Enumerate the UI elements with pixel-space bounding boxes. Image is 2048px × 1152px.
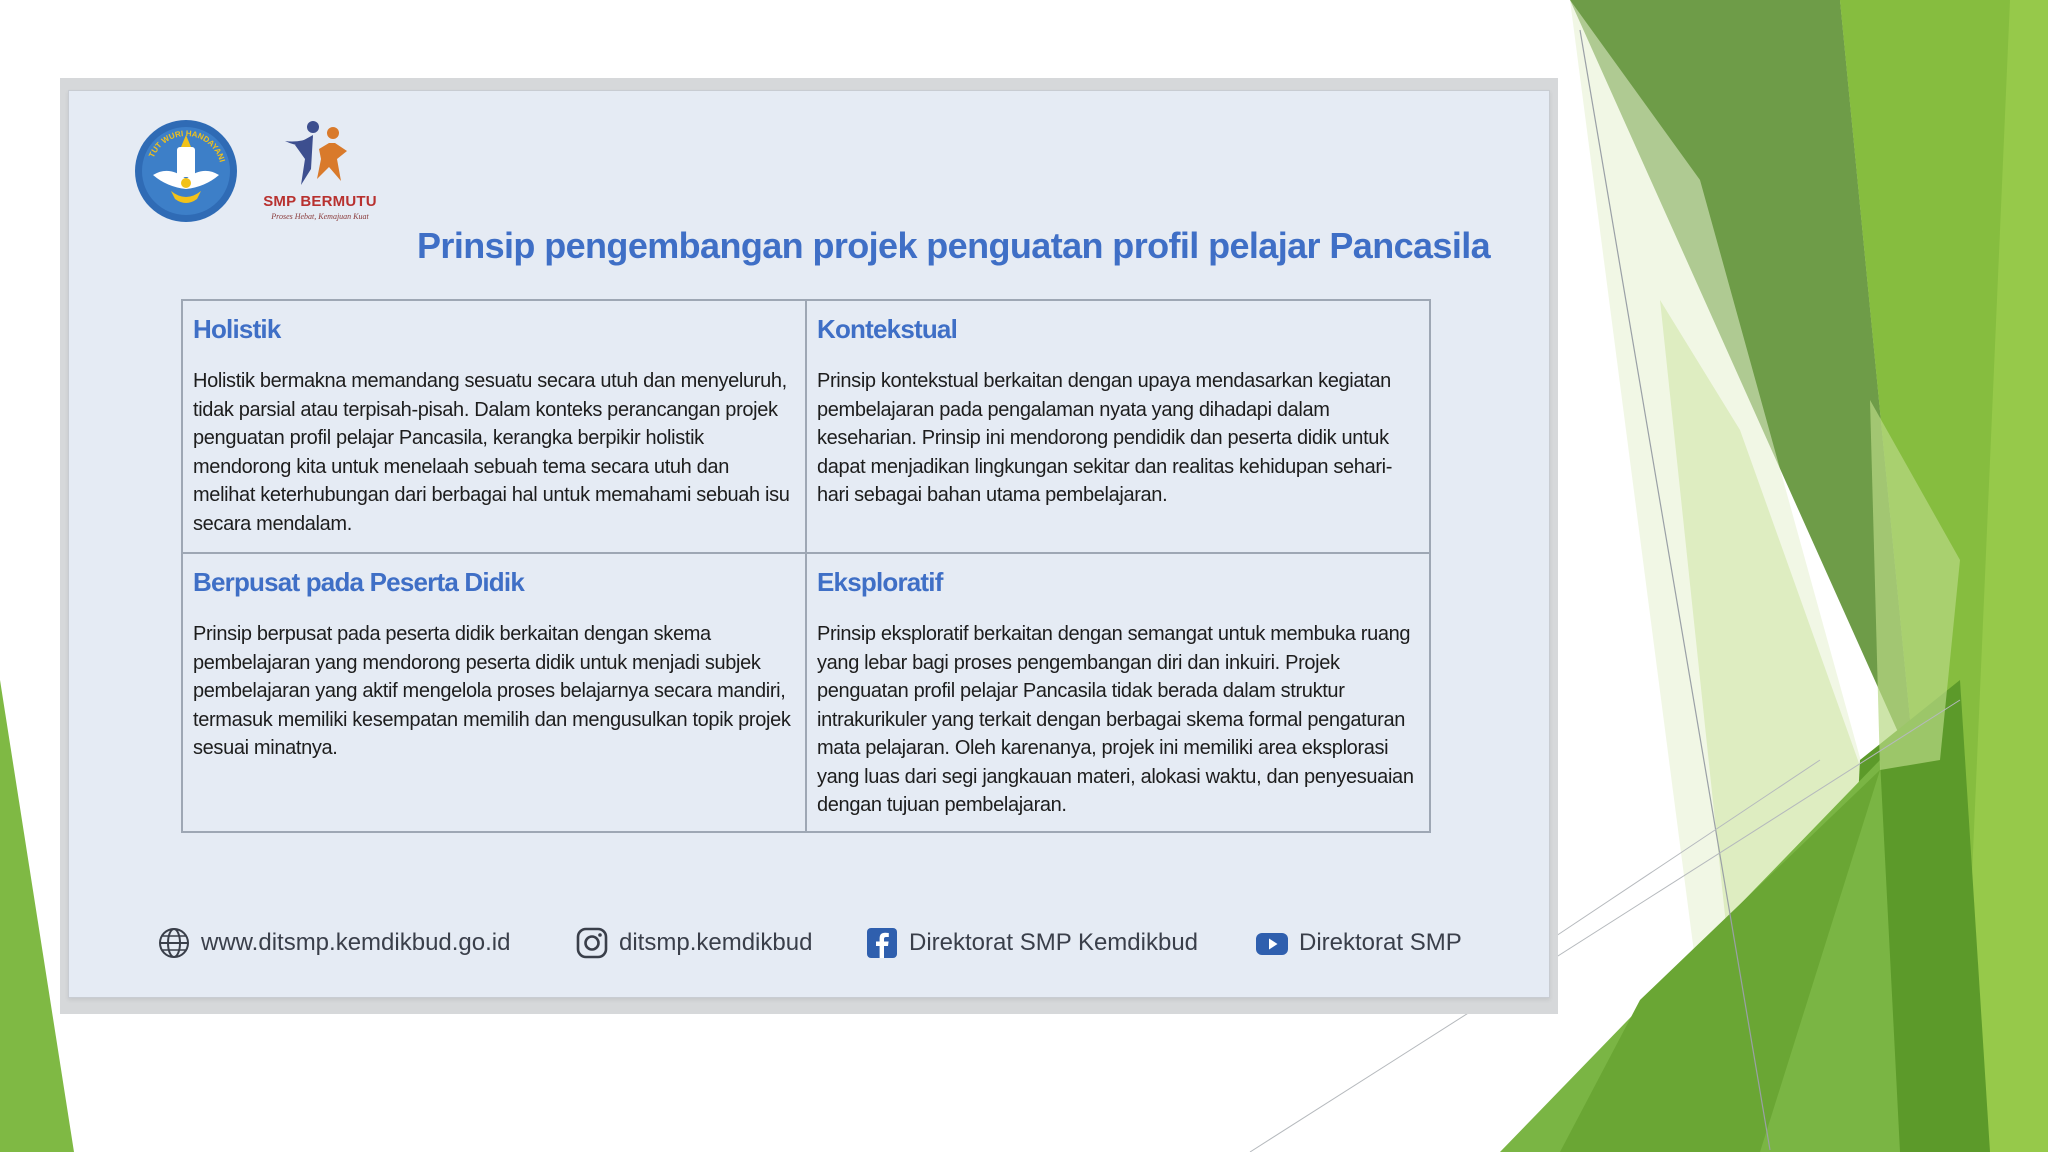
principle-cell-holistik	[183, 301, 807, 554]
facebook-icon	[865, 926, 899, 960]
principle-body: Prinsip kontekstual berkaitan dengan upaya mendasarkan kegiatan pembelajaran pada pengalaman nyata yang dihadapi dalam keseharian. Prinsip ini mendorong pendidik dan peserta didik untuk dapat menjadikan lingkungan sekitar dan realitas kehidupan sehari-hari sebagai bahan utama pembelajaran.	[817, 370, 1393, 506]
footer-facebook	[865, 921, 1198, 965]
principle-heading: Berpusat pada Peserta Didik	[193, 567, 524, 597]
footer-website	[157, 921, 510, 965]
footer-instagram	[575, 921, 812, 965]
youtube-icon	[1255, 926, 1289, 960]
footer-youtube	[1255, 921, 1462, 965]
instagram-icon	[575, 926, 609, 960]
kemdikbud-logo	[133, 117, 239, 225]
logo-motto-text: TUT WURI HANDAYANI	[147, 128, 227, 164]
principle-heading: Eksploratif	[817, 567, 943, 597]
globe-icon	[157, 926, 191, 960]
principle-heading: Kontekstual	[817, 314, 958, 344]
footer-instagram-text: ditsmp.kemdikbud	[619, 929, 813, 956]
slide-footer	[69, 921, 1549, 965]
principle-cell-kontekstual	[807, 301, 1431, 554]
principles-table	[181, 299, 1431, 833]
footer-website-text: www.ditsmp.kemdikbud.go.id	[201, 929, 511, 956]
slide-title: Prinsip pengembangan projek penguatan profil pelajar Pancasila	[417, 225, 1491, 266]
smp-bermutu-logo	[255, 119, 385, 229]
principle-heading: Holistik	[193, 314, 281, 344]
principle-body: Prinsip eksploratif berkaitan dengan semangat untuk membuka ruang yang lebar bagi proses pengembangan diri dan inkuiri. Projek penguatan profil pelajar Pancasila tidak berada dalam struktur intrakurikuler yang terkait dengan berbagai skema formal pengaturan mata pelajaran. Oleh karenanya, projek ini memiliki area eksplorasi yang luas dari segi jangkauan materi, alokasi waktu, dan penyesuaian dengan tujuan pembelajaran.	[817, 623, 1414, 816]
principle-cell-berpusat	[183, 554, 807, 833]
principle-body: Holistik bermakna memandang sesuatu secara utuh dan menyeluruh, tidak parsial atau terpisah-pisah. Dalam konteks perancangan projek penguatan profil pelajar Pancasila, kerangka berpikir holistik mendorong kita untuk menelaah sebuah tema secara utuh dan melihat keterhubungan dari berbagai hal untuk memahami sebuah isu secara mendalam.	[193, 370, 790, 535]
footer-youtube-text: Direktorat SMP	[1299, 929, 1462, 956]
smp-bermutu-star-icon	[255, 119, 385, 193]
smp-bermutu-tagline: Proses Hebat, Kemajuan Kuat	[271, 212, 369, 221]
principle-cell-eksploratif	[807, 554, 1431, 833]
footer-facebook-text: Direktorat SMP Kemdikbud	[909, 929, 1199, 956]
principle-body: Prinsip berpusat pada peserta didik berkaitan dengan skema pembelajaran yang mendorong peserta didik untuk menjadi subjek pembelajaran yang aktif mengelola proses belajarnya secara mandiri, termasuk memiliki kesempatan memilih dan mengusulkan topik projek sesuai minatnya.	[193, 623, 791, 759]
slide-image	[68, 90, 1550, 998]
smp-bermutu-name: SMP BERMUTU	[263, 193, 377, 210]
